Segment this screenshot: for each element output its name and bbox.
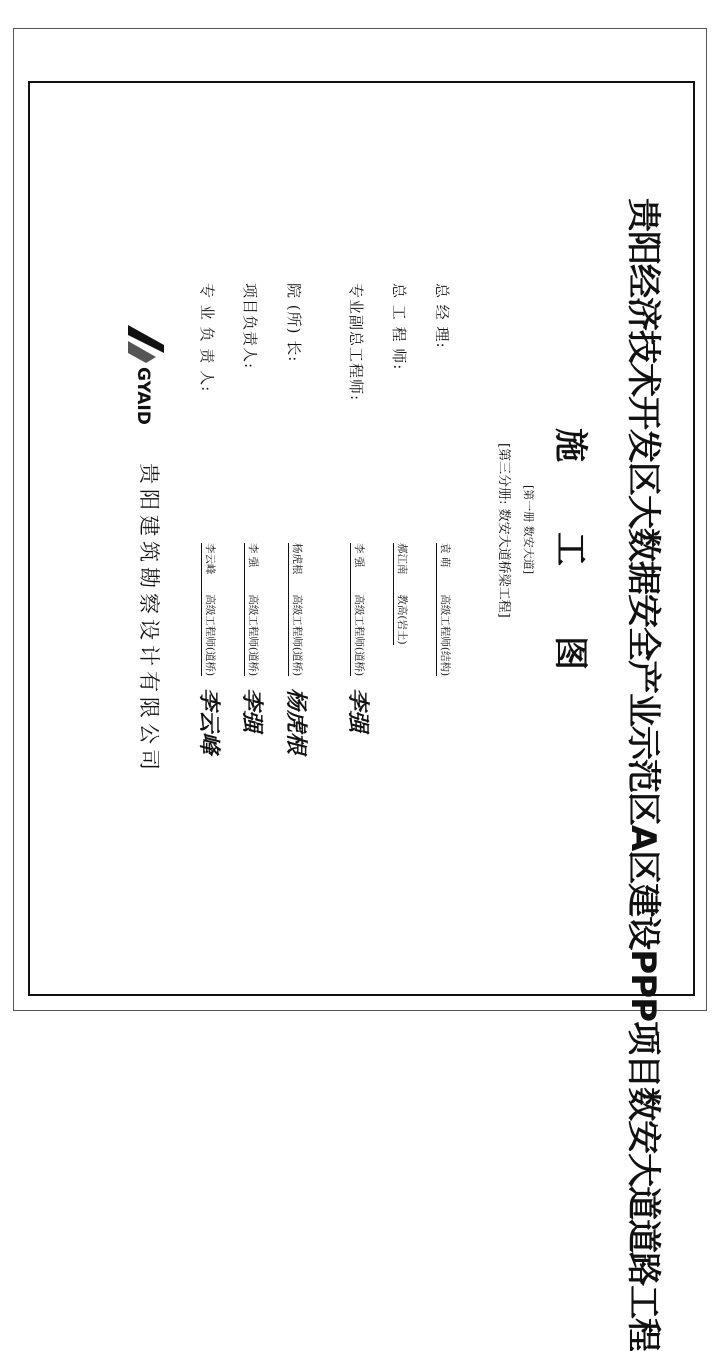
role-entry: [288, 543, 305, 676]
company-name: 贵阳建筑勘察设计有限公司: [137, 463, 161, 775]
person-name: 李 强: [353, 543, 365, 568]
person-title: 高级工程师(道桥): [291, 594, 303, 677]
role-label: 院 (所) 长:: [285, 283, 303, 363]
role-entry: [350, 543, 367, 676]
role-label: 总 工 程 师:: [390, 283, 408, 371]
person-name: 李 强: [247, 543, 259, 568]
role-entry: [244, 543, 261, 676]
volume-1-label: [第一册 数安大道]: [522, 485, 535, 575]
person-name: 郝江南: [396, 543, 408, 575]
person-name: 李云峰: [204, 543, 216, 575]
person-name: 杨虎根: [291, 543, 303, 575]
role-label: 总 经 理:: [433, 283, 451, 349]
person-title: 高级工程师(道桥): [353, 594, 365, 677]
signature: 李强: [239, 688, 265, 733]
cover-sheet: [30, 83, 693, 1351]
project-title: 贵阳经济技术开发区大数据安全产业示范区A区建设PPP项目数安大道道路工程: [623, 198, 663, 1351]
role-entry: [436, 543, 453, 676]
signature: 李云峰: [196, 688, 222, 755]
role-label: 项目负责人:: [241, 283, 259, 370]
person-title: 高级工程师(结构): [439, 594, 451, 677]
role-entry: [393, 543, 410, 645]
signature: 李强: [345, 688, 371, 733]
drawing-title: 施工图: [550, 428, 590, 740]
role-entry: [201, 543, 218, 676]
person-title: 教高(岩土): [396, 594, 408, 645]
person-title: 高级工程师(道桥): [247, 594, 259, 677]
person-name: 袁 萌: [439, 543, 451, 568]
role-label: 专业副总工程师:: [347, 283, 365, 402]
role-label: 专 业 负 责 人:: [198, 283, 216, 393]
volume-3-label: [第三分册: 数安大道桥梁工程]: [496, 443, 511, 618]
person-title: 高级工程师(道桥): [204, 594, 216, 677]
logo-text: GYAID: [133, 367, 153, 425]
signature: 杨虎根: [283, 688, 309, 755]
company-logo-icon: [124, 323, 168, 433]
